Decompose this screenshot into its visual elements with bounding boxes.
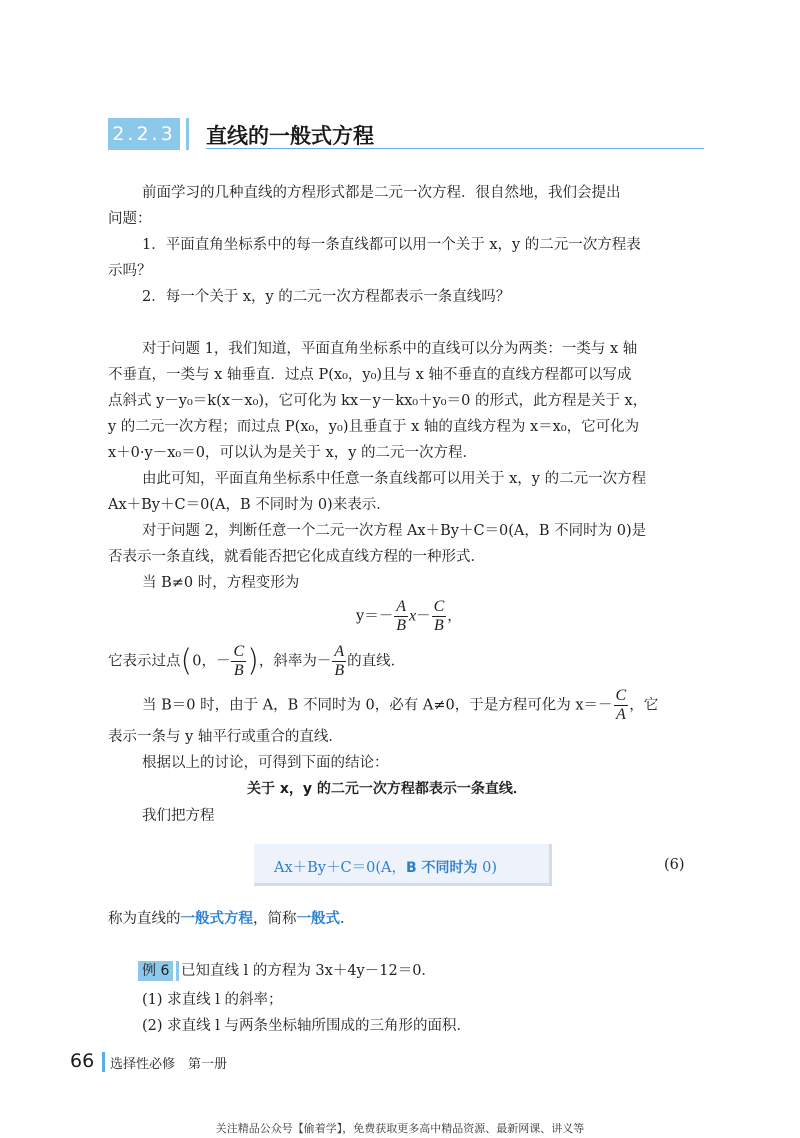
page-number: 66 [70, 1050, 95, 1072]
section-header [108, 118, 704, 150]
fraction-c-over-b: $\frac{C}{B}$ [433, 598, 445, 634]
fraction-a-over-b: $\frac{A}{B}$ [396, 598, 406, 634]
answer2-line1: 对于问题 2，判断任意一个二元一次方程 Ax＋By＋C＝0(A，B 不同时为 0)是 [142, 523, 647, 539]
fraction-c-over-b-point: $\frac{C}{B}$ [233, 643, 245, 679]
answer1-line6: 由此可知，平面直角坐标系中任意一条直线都可以用关于 x，y 的二元一次方程 [142, 471, 647, 487]
fraction-c-over-a: $\frac{C}{A}$ [615, 687, 627, 723]
question-1a: 1．平面直角坐标系中的每一条直线都可以用一个关于 x，y 的二元一次方程表 [142, 237, 641, 253]
general-form-equation: Ax＋By＋C＝0(A，B 不同时为 0) [274, 860, 497, 876]
equation-number: (6) [664, 857, 685, 873]
term-general-form: 一般式 [296, 910, 340, 927]
fraction-a-over-b-slope: $\frac{A}{B}$ [334, 643, 345, 679]
conclusion: 关于 x，y 的二元一次方程都表示一条直线． [247, 781, 527, 797]
book-name: 选择性必修 第一册 [110, 1057, 228, 1072]
section-title: 直线的一般式方程 [206, 124, 374, 148]
intro-line1: 前面学习的几种直线的方程形式都是二元一次方程．很自然地，我们会提出 [142, 185, 621, 201]
general-form-box [254, 844, 552, 886]
term-general-equation: 一般式方程 [180, 910, 253, 927]
answer2-line3: 当 B≠0 时，方程变形为 [142, 575, 300, 591]
answer1-line5: x＋0·y－x₀＝0，可以认为是关于 x，y 的二元一次方程． [108, 445, 478, 461]
example-badge: 例 6 [138, 961, 176, 981]
answer2-line4: 它表示过点(0，－ $\frac{C}{B}$ )，斜率为－ $\frac{A}{B}$ 的直线． [108, 643, 406, 679]
example-question-1: (1) 求直线 l 的斜率； [142, 992, 283, 1008]
section-separator [186, 118, 189, 150]
section-number: 2.2.3 [108, 118, 180, 150]
question-1b: 示吗？ [108, 263, 152, 279]
answer1-line7: Ax＋By＋C＝0(A，B 不同时为 0)来表示． [108, 497, 391, 513]
promo-text: 关注精品公众号【偷着学】，免费获取更多高中精品资源、最新网课、讲义等 [215, 1122, 585, 1135]
answer1-line4: y 的二元一次方程；而过点 P(x₀，y₀)且垂直于 x 轴的直线方程为 x＝x₀，它可化为 [108, 419, 640, 435]
section-rule [206, 148, 704, 149]
answer1-line3: 点斜式 y－y₀＝k(x－x₀)，它可化为 kx－y－kx₀＋y₀＝0 的形式，此方程是关于 x， [108, 393, 648, 409]
naming-line: 称为直线的一般式方程，简称一般式． [108, 910, 355, 927]
example-statement: 例 6 已知直线 l 的方程为 3x＋4y－12＝0． [138, 961, 436, 981]
answer2-line7: 根据以上的讨论，可得到下面的结论： [142, 755, 389, 771]
answer1-line2: 不垂直，一类与 x 轴垂直．过点 P(x₀，y₀)且与 x 轴不垂直的直线方程都可以写成 [108, 367, 632, 383]
answer1-line1: 对于问题 1，我们知道，平面直角坐标系中的直线可以分为两类：一类与 x 轴 [142, 341, 638, 357]
slope-intercept-equation: y＝－ $\frac{A}{B}$ x－ $\frac{C}{B}$ ， [356, 598, 462, 634]
answer2-line5: 当 B＝0 时，由于 A，B 不同时为 0，必有 A≠0，于是方程可化为 x＝－ $\frac{C}{A}$ ，它 [142, 687, 659, 723]
footer-bar [102, 1052, 105, 1072]
answer2-line8: 我们把方程 [142, 808, 215, 824]
question-2: 2．每一个关于 x，y 的二元一次方程都表示一条直线吗？ [142, 289, 511, 305]
intro-line2: 问题： [108, 211, 152, 227]
answer2-line2: 否表示一条直线，就看能否把它化成直线方程的一种形式． [108, 549, 485, 565]
example-question-2: (2) 求直线 l 与两条坐标轴所围成的三角形的面积． [142, 1018, 472, 1034]
answer2-line6: 表示一条与 y 轴平行或重合的直线． [108, 729, 343, 745]
